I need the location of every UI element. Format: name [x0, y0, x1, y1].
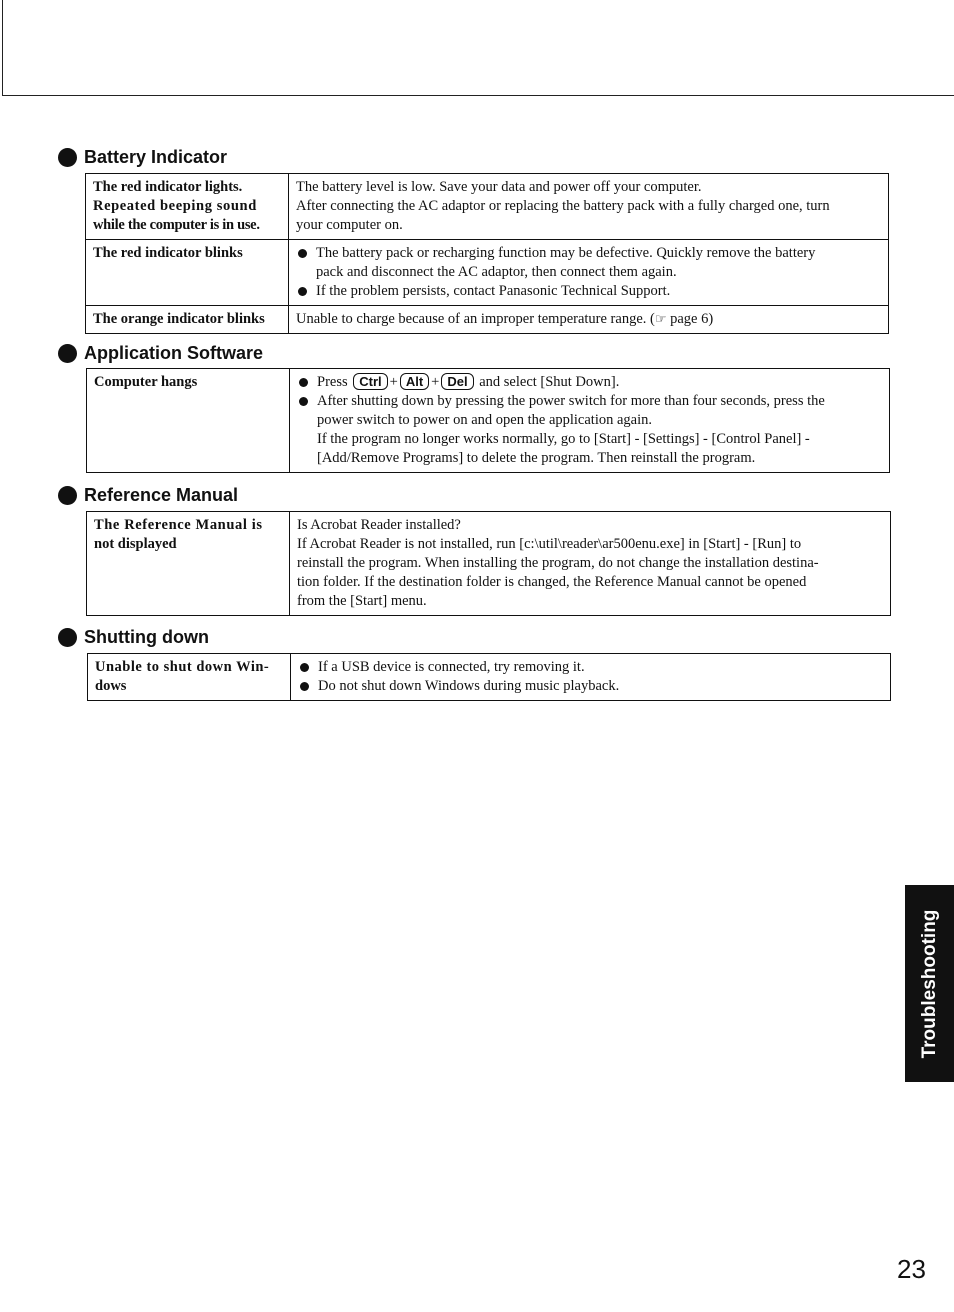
reference-manual-heading: Reference Manual — [58, 485, 238, 506]
solution-cell — [291, 654, 891, 701]
shutting-down-heading: Shutting down — [58, 627, 209, 648]
page-number: 23 — [897, 1254, 926, 1284]
application-software-heading: Application Software — [58, 343, 263, 364]
bullet-icon — [58, 148, 77, 167]
solution-cell: Is Acrobat Reader installed? If Acrobat Reader is not installed, run [c:\util\reader\ar500enu.exe] in [Start] - [Run] to reinstall the program. When installing the program, do not change the installation destina- tion folder. If the destination folder is changed, the Reference Manual cannot be opened from the [Start] menu. — [290, 512, 891, 616]
header-frame — [2, 0, 954, 96]
table-row — [87, 369, 890, 473]
list-item: The battery pack or recharging function may be defective. Quickly remove the battery pack and disconnect the AC adaptor, then connect them again. — [296, 244, 882, 282]
application-table — [86, 368, 890, 473]
bullet-icon — [299, 397, 308, 406]
del-key: Del — [441, 373, 473, 390]
bullet-icon — [298, 249, 307, 258]
table-row — [86, 240, 889, 306]
table-row — [88, 654, 891, 701]
list-item: If a USB device is connected, try removing it. — [298, 658, 884, 677]
ctrl-key: Ctrl — [353, 373, 387, 390]
list-item: If the problem persists, contact Panasonic Technical Support. — [296, 282, 882, 301]
troubleshooting-side-tab: Troubleshooting — [905, 885, 954, 1082]
problem-cell: The red indicator lights. Repeated beeping sound while the computer is in use. — [86, 174, 289, 240]
alt-key: Alt — [400, 373, 429, 390]
problem-cell: Unable to shut down Win- dows — [88, 654, 291, 701]
bullet-icon — [58, 344, 77, 363]
problem-cell: The red indicator blinks — [86, 240, 289, 306]
solution-cell — [289, 240, 889, 306]
bullet-icon — [299, 378, 308, 387]
bullet-icon — [58, 486, 77, 505]
table-row — [87, 512, 891, 616]
problem-cell: The Reference Manual is not displayed — [87, 512, 290, 616]
table-row — [86, 174, 889, 240]
table-row — [86, 306, 889, 334]
bullet-icon — [300, 663, 309, 672]
reference-table — [86, 511, 891, 616]
solution-cell: Unable to charge because of an improper temperature range. (☞ page 6) — [289, 306, 889, 334]
bullet-icon — [58, 628, 77, 647]
problem-cell: The orange indicator blinks — [86, 306, 289, 334]
list-item: After shutting down by pressing the power switch for more than four seconds, press the power switch to power on and open the application again. If the program no longer works normally, go to [Start] - [Settings] - [Control Panel] - [Add/Remove Programs] to delete the program. Then reinstall the program. — [297, 392, 883, 468]
solution-cell: The battery level is low. Save your data and power off your computer. After connecting the AC adaptor or replacing the battery pack with a fully charged one, turn your computer on. — [289, 174, 889, 240]
battery-indicator-heading: Battery Indicator — [58, 147, 227, 168]
bullet-icon — [300, 682, 309, 691]
problem-cell: Computer hangs — [87, 369, 290, 473]
page-reference-icon: ☞ — [654, 312, 667, 327]
shutdown-table — [87, 653, 891, 701]
list-item: Do not shut down Windows during music playback. — [298, 677, 884, 696]
solution-cell — [290, 369, 890, 473]
list-item: Press Ctrl + Alt + Del and select [Shut Down]. — [297, 373, 883, 392]
bullet-icon — [298, 287, 307, 296]
battery-table — [85, 173, 889, 334]
